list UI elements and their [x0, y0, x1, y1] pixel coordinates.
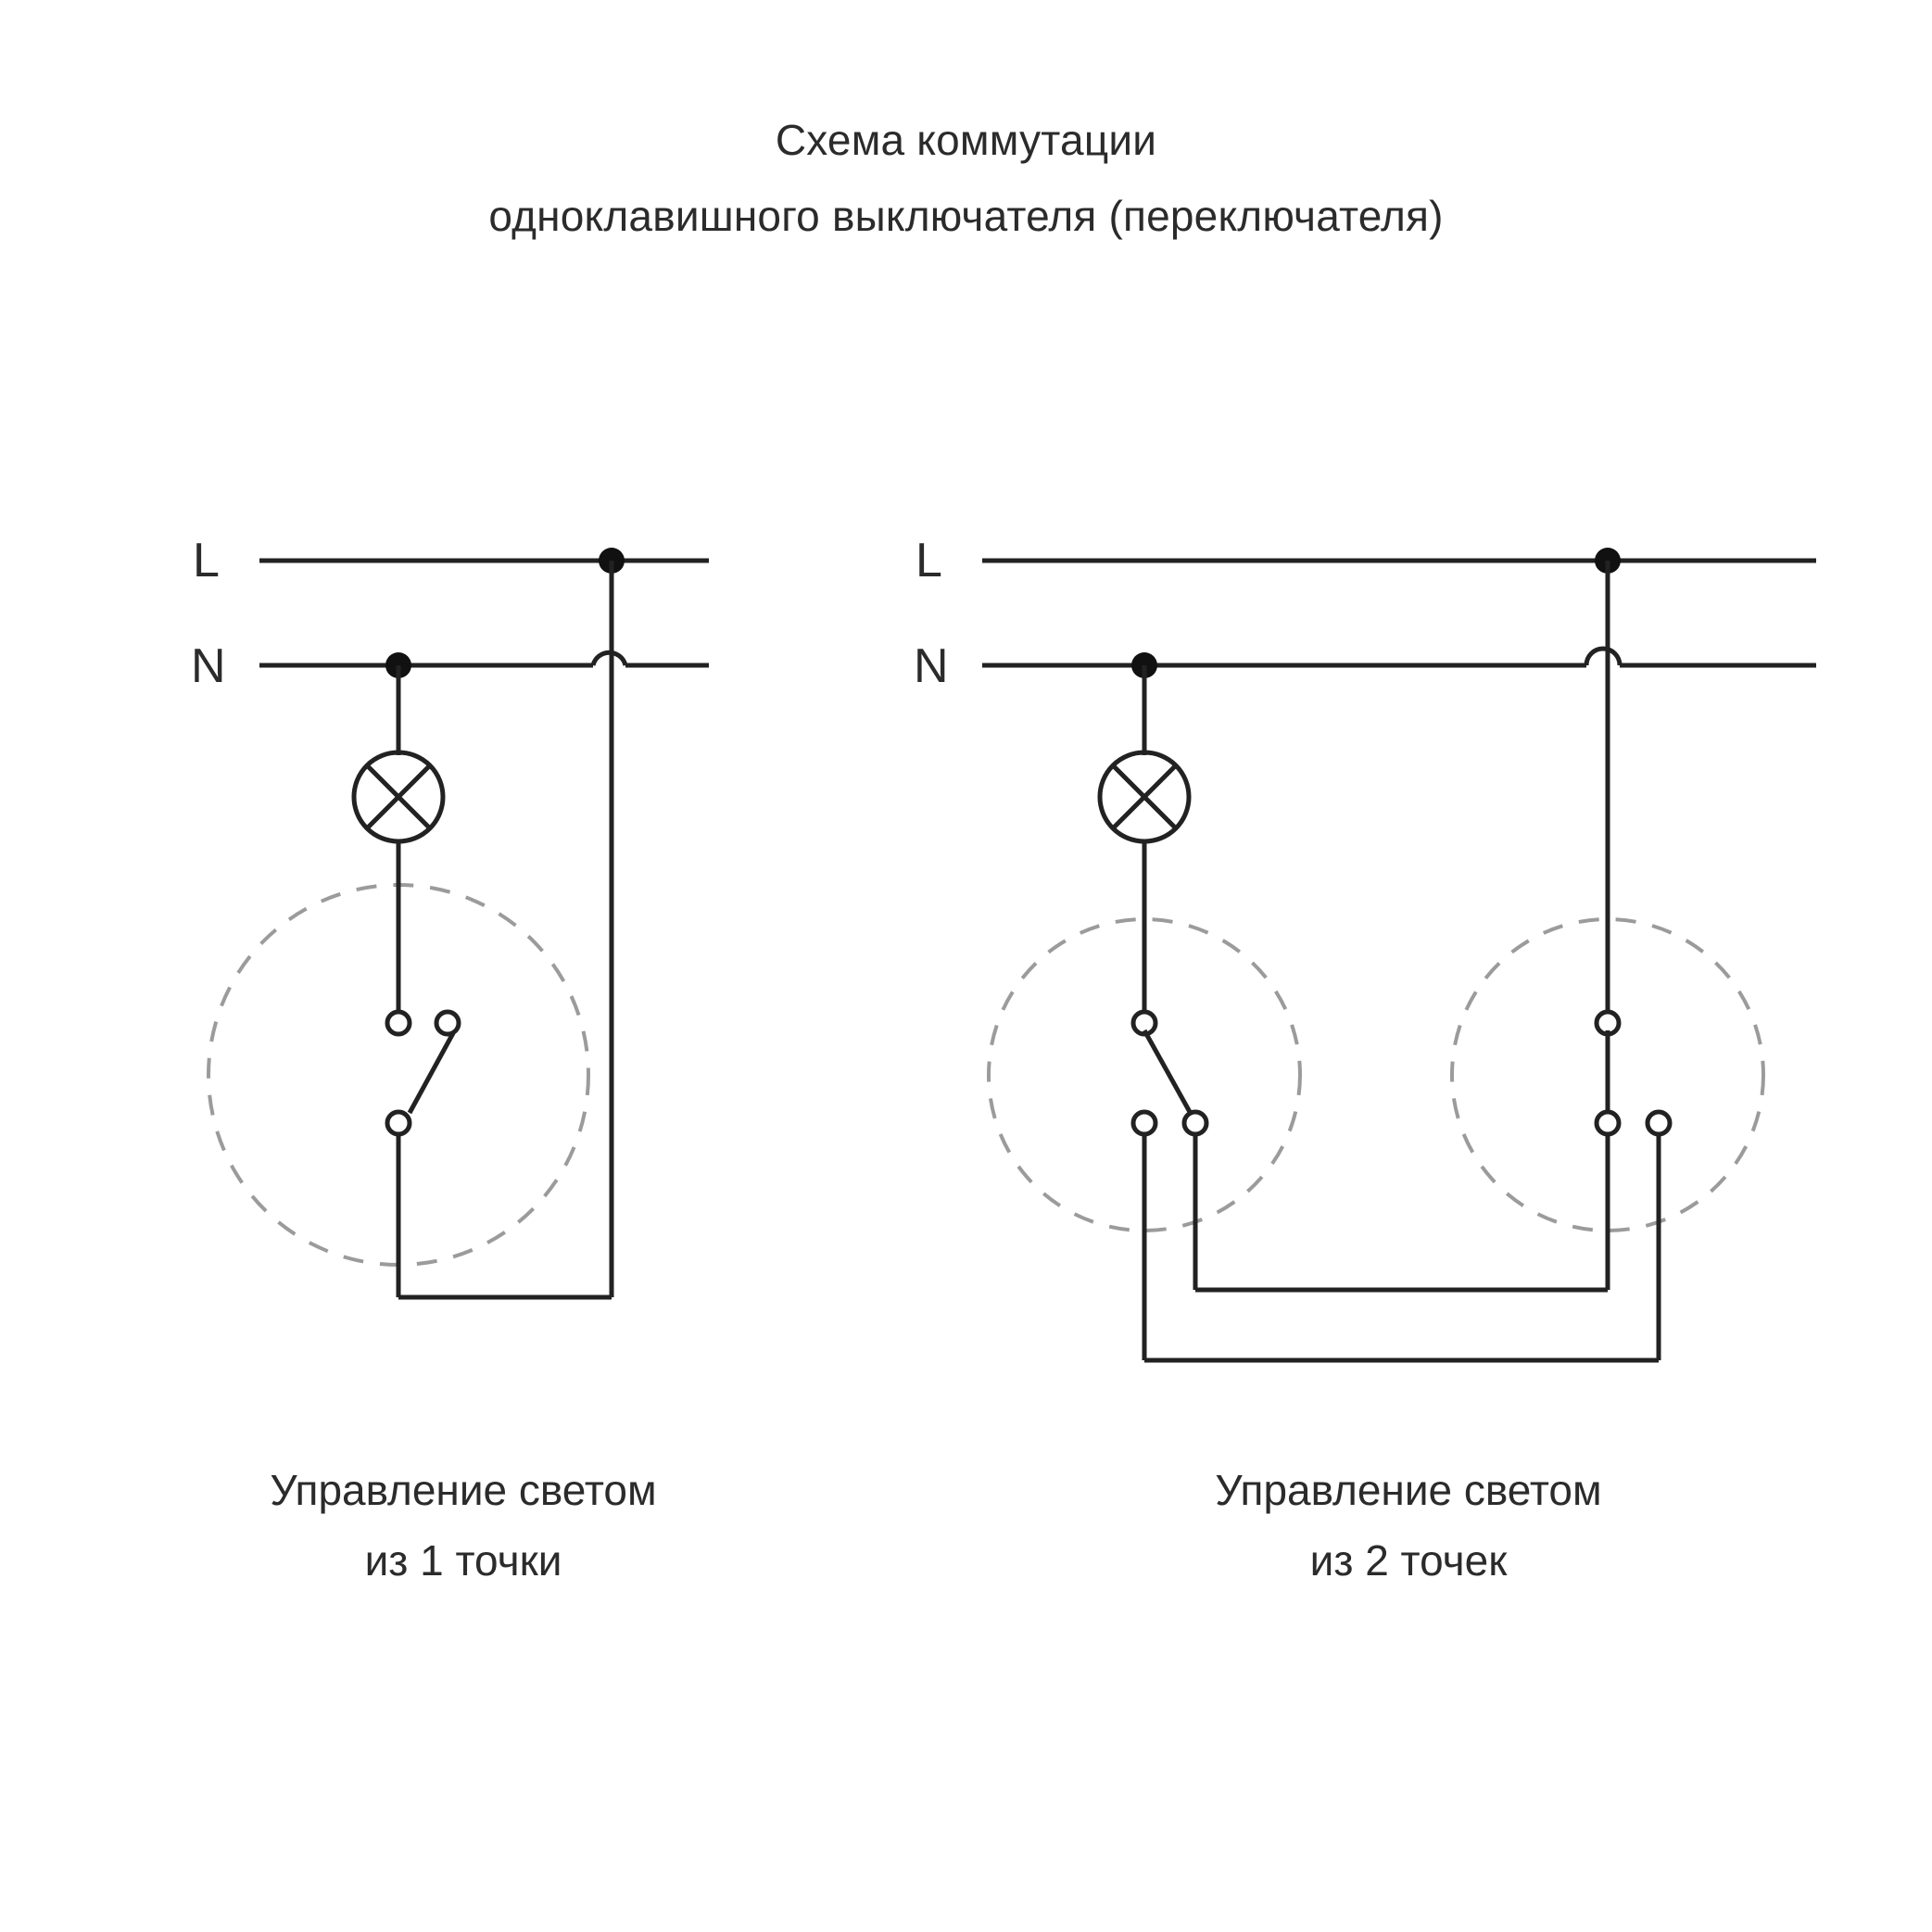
right-circuit	[914, 534, 1816, 1360]
right-switch2-terminal-left	[1597, 1112, 1619, 1134]
left-circuit-caption	[56, 1455, 871, 1596]
left-switch-terminal-lower	[387, 1112, 410, 1134]
left-neutral-label: N	[191, 639, 226, 693]
right-switch1-terminal-left	[1133, 1112, 1155, 1134]
title-line-1: Схема коммутации	[775, 116, 1157, 164]
right-caption-line-1: Управление светом	[1215, 1466, 1602, 1514]
left-circuit	[191, 534, 709, 1297]
right-circuit-caption	[936, 1455, 1881, 1596]
left-caption-line-2: из 1 точки	[364, 1536, 562, 1585]
left-caption-line-1: Управление светом	[270, 1466, 657, 1514]
left-switch-terminal-upper-right	[436, 1012, 459, 1034]
title-line-2: одноклавишного выключателя (переключателя)	[488, 192, 1444, 240]
right-line-label: L	[915, 534, 942, 587]
left-switch-terminal-common	[387, 1012, 410, 1034]
right-switch1-terminal-right	[1184, 1112, 1206, 1134]
left-switch-blade	[410, 1033, 453, 1113]
left-line-label: L	[193, 534, 220, 587]
right-neutral-label: N	[914, 639, 949, 693]
right-switch2-terminal-right	[1648, 1112, 1670, 1134]
right-switch1-blade	[1144, 1030, 1190, 1112]
right-wire-hop	[1586, 649, 1620, 665]
right-caption-line-2: из 2 точек	[1309, 1536, 1508, 1585]
